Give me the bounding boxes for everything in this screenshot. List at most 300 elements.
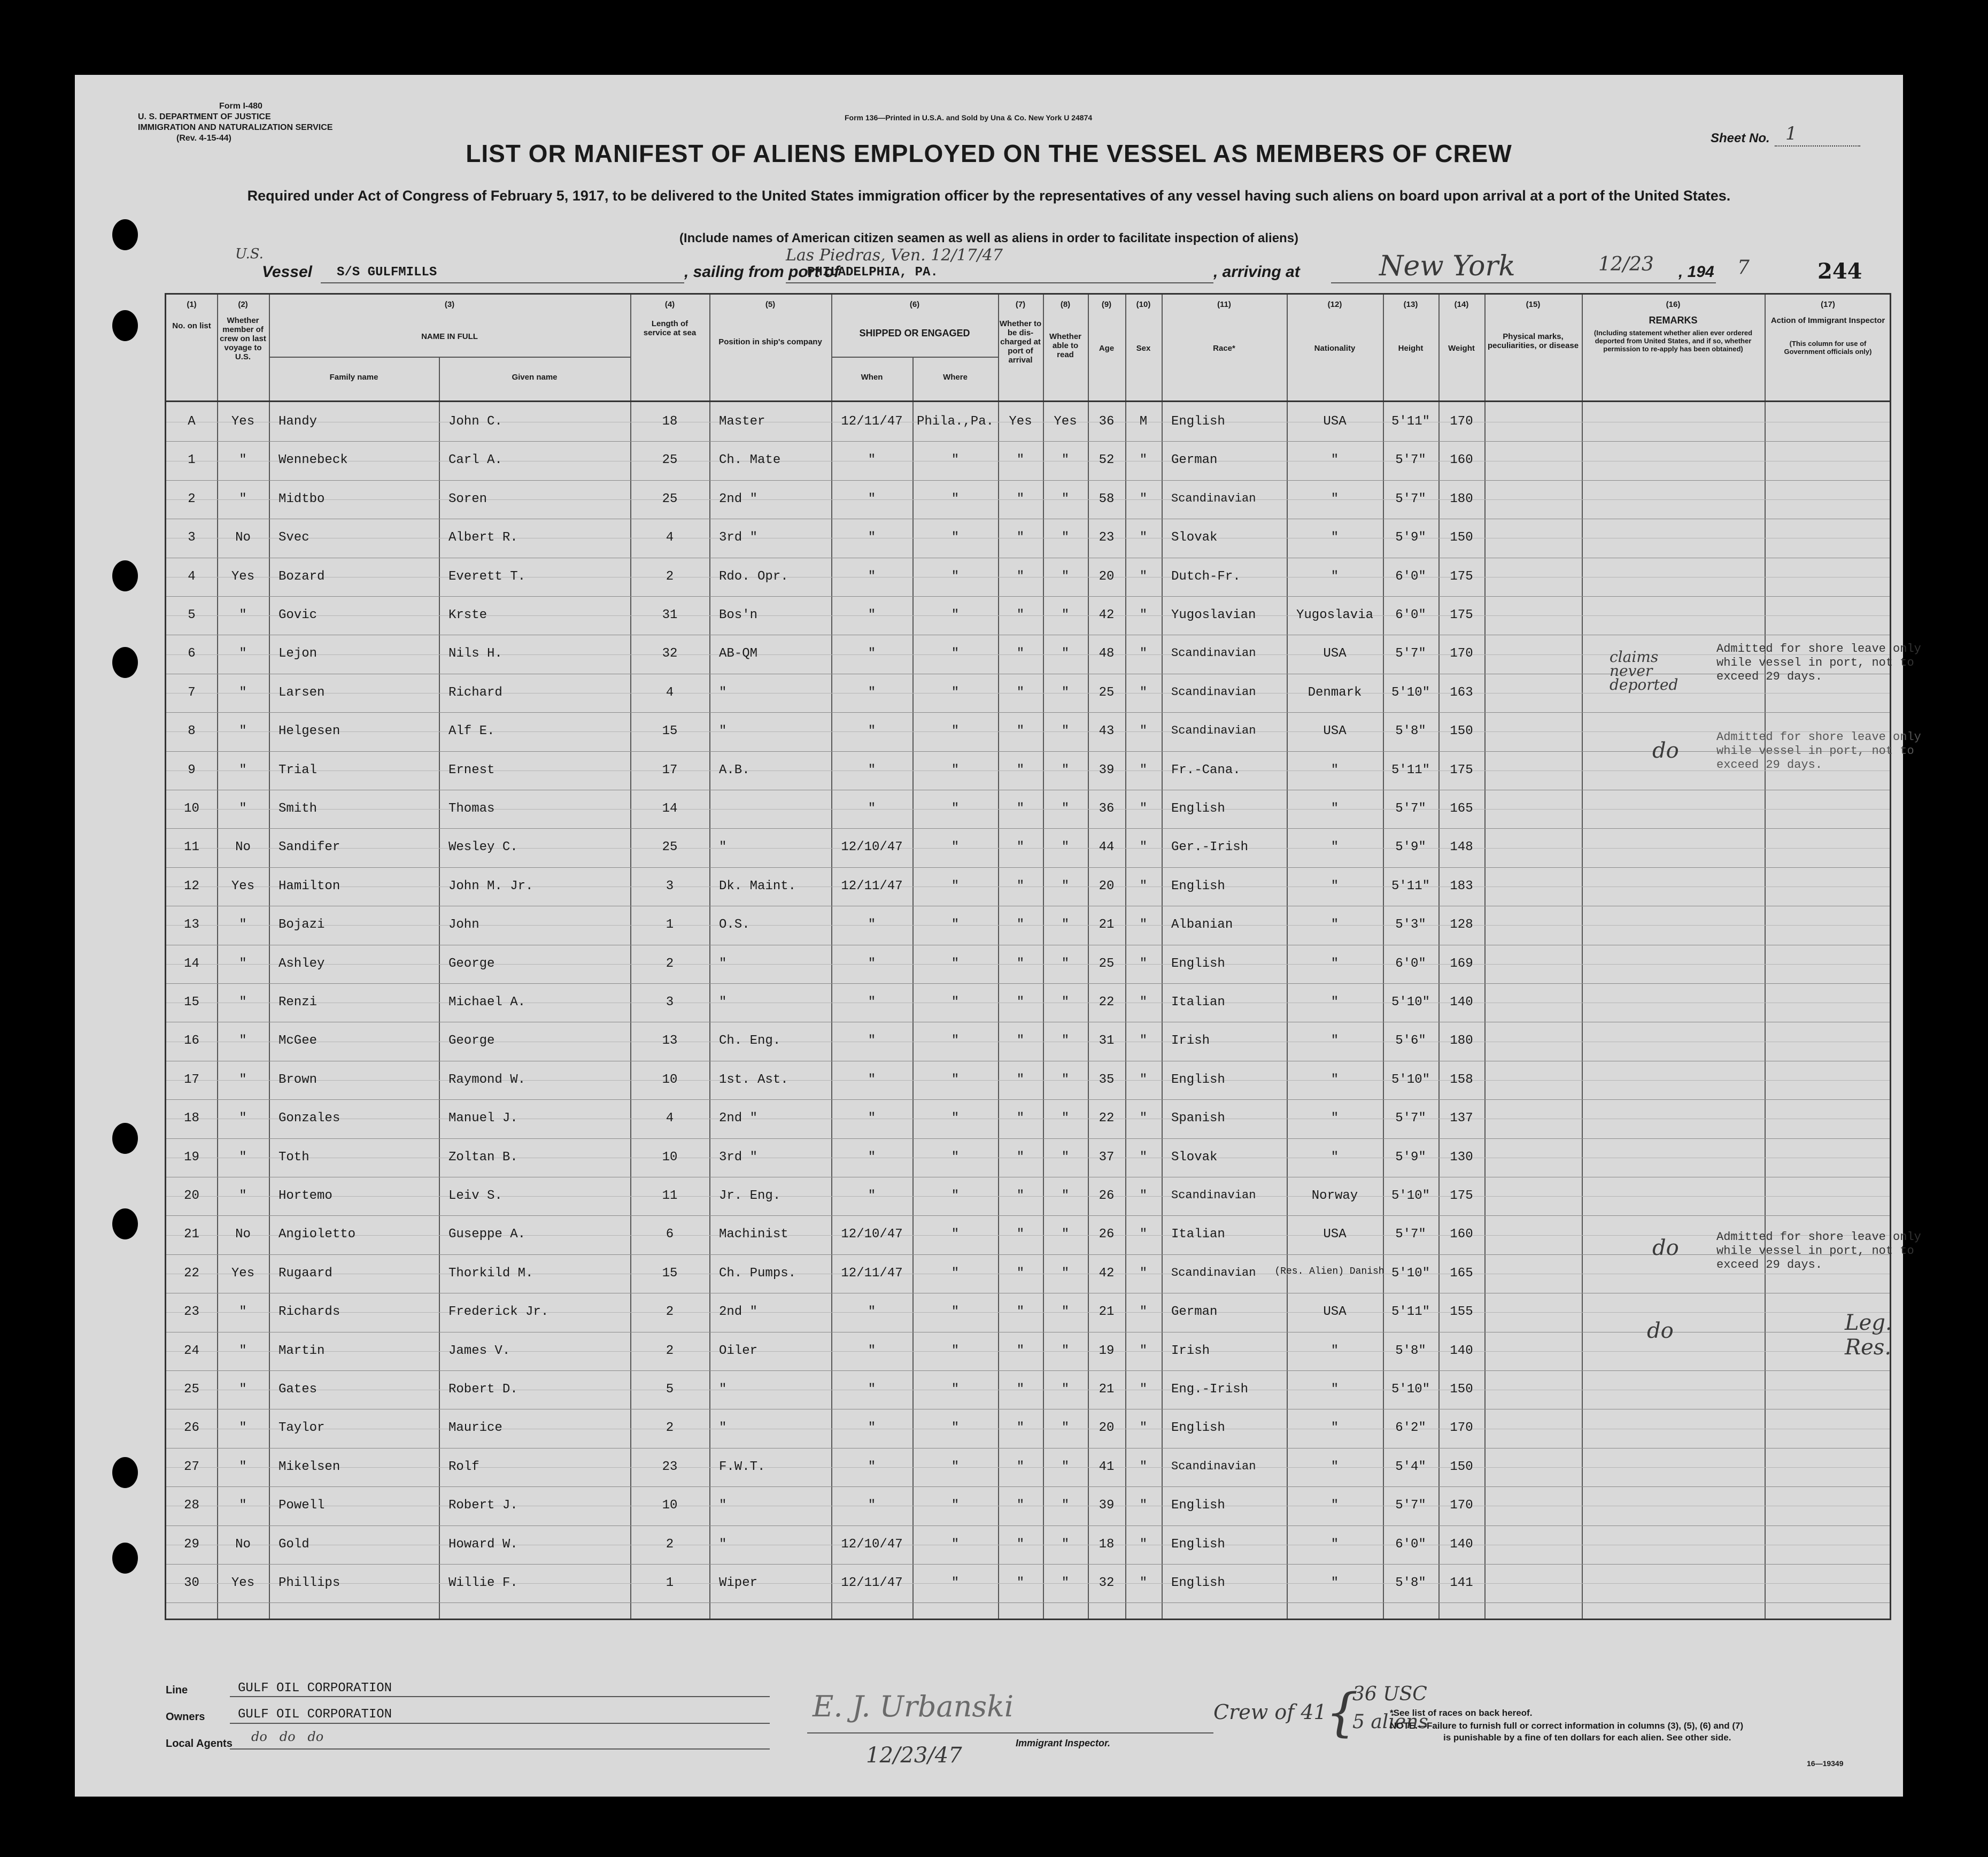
- cell-when: 12/11/47: [841, 1266, 903, 1281]
- cell-disch: ": [1016, 530, 1025, 545]
- cell-when: 12/11/47: [841, 414, 903, 429]
- cell-length: 15: [662, 1266, 678, 1281]
- cell-position: 2nd ": [719, 491, 758, 506]
- arrival-date: 12/23: [1598, 253, 1654, 275]
- cell-weight: 160: [1450, 1227, 1473, 1242]
- cell-given: John M. Jr.: [448, 879, 533, 893]
- cell-length: 25: [662, 840, 678, 855]
- cell-height: 5'10": [1391, 1189, 1430, 1203]
- cell-position: Rdo. Opr.: [719, 569, 788, 584]
- cell-disch: ": [1016, 1459, 1025, 1474]
- cell-age: 20: [1099, 879, 1115, 893]
- header-subrule: [269, 357, 630, 358]
- cell-no: 29: [184, 1537, 199, 1552]
- row-rule: [166, 1486, 1890, 1487]
- cell-nat: ": [1331, 530, 1339, 545]
- cell-sex: ": [1139, 1034, 1148, 1049]
- cell-disch: Yes: [1009, 414, 1032, 429]
- cell-position: 1st. Ast.: [719, 1072, 788, 1087]
- cell-sex: ": [1139, 1537, 1148, 1552]
- cell-length: 10: [662, 1150, 678, 1165]
- subtitle: Required under Act of Congress of February 5, 1917, to be delivered to the United States immigration officer by the representatives of any vessel having such aliens on board upon arrival at a port of the United States.: [247, 188, 1731, 204]
- cell-where: ": [951, 1034, 960, 1049]
- cell-family: Gold: [279, 1537, 310, 1552]
- row-rule: [166, 1099, 1890, 1100]
- cell-position: ": [719, 1382, 727, 1397]
- header-age: Age: [1099, 344, 1115, 353]
- cell-where: Phila.,Pa.: [916, 414, 994, 429]
- header-when: When: [861, 373, 883, 382]
- cell-when: ": [868, 1150, 876, 1165]
- cell-last: ": [239, 1072, 247, 1087]
- cell-length: 10: [662, 1498, 678, 1513]
- cell-nat: Denmark: [1308, 685, 1362, 700]
- year-suffix: 7: [1737, 257, 1750, 279]
- cell-height: 5'7": [1395, 1111, 1426, 1126]
- cell-last: ": [239, 1111, 247, 1126]
- cell-race: German: [1171, 1305, 1218, 1320]
- cell-family: Helgesen: [279, 724, 341, 739]
- cell-read: ": [1061, 956, 1070, 971]
- cell-race: Scandinavian: [1171, 646, 1256, 660]
- punch-hole: [112, 1543, 138, 1574]
- cell-nat: ": [1331, 1576, 1339, 1590]
- cell-where: ": [951, 491, 960, 506]
- cell-when: 12/10/47: [841, 840, 903, 855]
- owners-value: GULF OIL CORPORATION: [238, 1707, 392, 1722]
- cell-last: ": [239, 995, 247, 1010]
- cell-length: 2: [666, 1421, 674, 1436]
- cell-when: ": [868, 491, 876, 506]
- cell-position: ": [719, 1537, 727, 1552]
- cell-family: Rugaard: [279, 1266, 332, 1281]
- cell-last: ": [239, 724, 247, 739]
- header-action-note: (This column for use of Government officials only): [1784, 340, 1872, 356]
- header-height: Height: [1398, 344, 1424, 353]
- row-rule: [166, 1602, 1890, 1603]
- cell-race: English: [1171, 1421, 1225, 1436]
- cell-no: 22: [184, 1266, 199, 1281]
- column-number-n5: (5): [765, 300, 776, 309]
- cell-age: 21: [1099, 918, 1115, 933]
- cell-given: Albert R.: [448, 530, 518, 545]
- cell-age: 25: [1099, 685, 1115, 700]
- cell-last: ": [239, 646, 247, 661]
- cell-sex: ": [1139, 646, 1148, 661]
- arriving-at: New York: [1379, 250, 1515, 282]
- cell-sex: ": [1139, 1305, 1148, 1320]
- cell-length: 6: [666, 1227, 674, 1242]
- cell-last: ": [239, 608, 247, 622]
- punch-hole: [112, 310, 138, 341]
- cell-no: 11: [184, 840, 199, 855]
- cell-no: 20: [184, 1189, 199, 1203]
- cell-weight: 150: [1450, 1459, 1473, 1474]
- cell-read: ": [1061, 1343, 1070, 1358]
- cell-age: 42: [1099, 1266, 1115, 1281]
- cell-given: Robert D.: [448, 1382, 518, 1397]
- cell-no: 24: [184, 1343, 199, 1358]
- row-rule: [166, 1370, 1890, 1371]
- punch-hole: [112, 1208, 138, 1239]
- cell-where: ": [951, 1305, 960, 1320]
- row-rule: [166, 983, 1890, 984]
- cell-no: 1: [188, 453, 196, 468]
- cell-given: Everett T.: [448, 569, 526, 584]
- cell-weight: 175: [1450, 608, 1473, 622]
- cell-no: 6: [188, 646, 196, 661]
- header-family-name: Family name: [329, 373, 378, 382]
- column-number-n8: (8): [1060, 300, 1071, 309]
- cell-given: Leiv S.: [448, 1189, 502, 1203]
- cell-family: Bojazi: [279, 918, 325, 933]
- punch-hole: [112, 1457, 138, 1488]
- cell-when: ": [868, 1189, 876, 1203]
- cell-disch: ": [1016, 1072, 1025, 1087]
- header-remarks-note: (Including statement whether alien ever ordered deported from United States, and if so, whether permission to re-apply has been obtained): [1594, 329, 1753, 353]
- remark-do-row22: do: [1647, 1319, 1674, 1343]
- cell-no: 13: [184, 918, 199, 933]
- cell-height: 5'10": [1391, 1382, 1430, 1397]
- cell-last: ": [239, 918, 247, 933]
- form-code: 16—19349: [1807, 1759, 1844, 1768]
- cell-no: 16: [184, 1034, 199, 1049]
- remark-do-row7: do: [1652, 738, 1679, 763]
- cell-age: 36: [1099, 802, 1115, 816]
- cell-where: ": [951, 1266, 960, 1281]
- cell-race: Ger.-Irish: [1171, 840, 1249, 855]
- cell-height: 5'3": [1395, 918, 1426, 933]
- cell-family: Govic: [279, 608, 318, 622]
- cell-nat: ": [1331, 1459, 1339, 1474]
- sailing-from-handwritten: Las Piedras, Ven. 12/17/47: [786, 246, 1003, 265]
- cell-length: 1: [666, 918, 674, 933]
- cell-read: ": [1061, 685, 1070, 700]
- vessel-line: [75, 246, 1903, 294]
- owners-underline: [230, 1723, 770, 1724]
- cell-position: O.S.: [719, 918, 750, 933]
- cell-read: ": [1061, 491, 1070, 506]
- cell-race: Scandinavian: [1171, 491, 1256, 505]
- header-where: Where: [943, 373, 968, 382]
- punch-hole: [112, 1123, 138, 1154]
- cell-last: Yes: [231, 879, 255, 893]
- cell-weight: 180: [1450, 491, 1473, 506]
- cell-position: Oiler: [719, 1343, 758, 1358]
- cell-where: ": [951, 1072, 960, 1087]
- cell-height: 6'0": [1395, 1537, 1426, 1552]
- column-divider: [439, 357, 440, 1619]
- cell-read: ": [1061, 802, 1070, 816]
- cell-given: Wesley C.: [448, 840, 518, 855]
- cell-height: 5'10": [1391, 1266, 1430, 1281]
- cell-sex: ": [1139, 918, 1148, 933]
- cell-age: 42: [1099, 608, 1115, 622]
- cell-last: ": [239, 1421, 247, 1436]
- cell-position: Bos'n: [719, 608, 758, 622]
- cell-given: Frederick Jr.: [448, 1305, 549, 1320]
- cell-age: 39: [1099, 1498, 1115, 1513]
- crew-aliens-note: 5 aliens: [1352, 1711, 1428, 1733]
- cell-sex: ": [1139, 840, 1148, 855]
- cell-sex: ": [1139, 1072, 1148, 1087]
- cell-nat: USA: [1323, 724, 1347, 739]
- column-number-n3: (3): [444, 300, 455, 309]
- cell-when: ": [868, 1072, 876, 1087]
- cell-length: 3: [666, 879, 674, 893]
- cell-weight: 165: [1450, 1266, 1473, 1281]
- cell-position: 2nd ": [719, 1305, 758, 1320]
- cell-given: Guseppe A.: [448, 1227, 526, 1242]
- cell-family: Gonzales: [279, 1111, 341, 1126]
- cell-read: ": [1061, 1576, 1070, 1590]
- cell-weight: 165: [1450, 802, 1473, 816]
- cell-disch: ": [1016, 608, 1025, 622]
- header-action: Action of Immigrant Inspector: [1770, 316, 1885, 325]
- cell-no: 2: [188, 491, 196, 506]
- cell-position: ": [719, 956, 727, 971]
- column-number-n2: (2): [238, 300, 248, 309]
- cell-disch: ": [1016, 762, 1025, 777]
- cell-given: Krste: [448, 608, 488, 622]
- cell-position: F.W.T.: [719, 1459, 765, 1474]
- row-rule: [166, 712, 1890, 713]
- cell-weight: 150: [1450, 530, 1473, 545]
- cell-disch: ": [1016, 1150, 1025, 1165]
- cell-last: ": [239, 1189, 247, 1203]
- cell-length: 2: [666, 1343, 674, 1358]
- column-number-n17: (17): [1821, 300, 1835, 309]
- cell-family: Hortemo: [279, 1189, 332, 1203]
- cell-last: ": [239, 685, 247, 700]
- cell-disch: ": [1016, 1266, 1025, 1281]
- cell-race: English: [1171, 414, 1225, 429]
- cell-read: ": [1061, 646, 1070, 661]
- cell-height: 6'0": [1395, 608, 1426, 622]
- cell-height: 5'10": [1391, 995, 1430, 1010]
- cell-no: 25: [184, 1382, 199, 1397]
- row-rule: [166, 480, 1890, 481]
- cell-when: ": [868, 762, 876, 777]
- cell-where: ": [951, 453, 960, 468]
- cell-no: 7: [188, 685, 196, 700]
- cell-height: 5'7": [1395, 1498, 1426, 1513]
- cell-height: 5'8": [1395, 1343, 1426, 1358]
- cell-last: ": [239, 802, 247, 816]
- cell-length: 3: [666, 995, 674, 1010]
- year-prefix: , 194: [1678, 263, 1714, 281]
- header-name-in-full: NAME IN FULL: [421, 332, 478, 341]
- cell-where: ": [951, 530, 960, 545]
- cell-race: Italian: [1171, 1227, 1225, 1242]
- cell-race: English: [1171, 1576, 1225, 1590]
- cell-race: Scandinavian: [1171, 1189, 1256, 1202]
- cell-when: 12/10/47: [841, 1537, 903, 1552]
- remark-do-row20: do: [1652, 1236, 1679, 1260]
- cell-length: 13: [662, 1034, 678, 1049]
- cell-read: ": [1061, 1498, 1070, 1513]
- cell-disch: ": [1016, 918, 1025, 933]
- column-divider: [1765, 295, 1766, 1619]
- cell-read: ": [1061, 879, 1070, 893]
- cell-age: 44: [1099, 840, 1115, 855]
- cell-no: 8: [188, 724, 196, 739]
- cell-where: ": [951, 1459, 960, 1474]
- cell-age: 23: [1099, 530, 1115, 545]
- cell-weight: 175: [1450, 569, 1473, 584]
- row-rule: [166, 1254, 1890, 1255]
- cell-read: ": [1061, 1034, 1070, 1049]
- cell-sex: ": [1139, 1150, 1148, 1165]
- cell-sex: M: [1139, 414, 1148, 429]
- cell-no: 18: [184, 1111, 199, 1126]
- cell-family: Bozard: [279, 569, 325, 584]
- cell-sex: ": [1139, 453, 1148, 468]
- cell-where: ": [951, 1576, 960, 1590]
- cell-age: 39: [1099, 762, 1115, 777]
- cell-age: 21: [1099, 1305, 1115, 1320]
- cell-race: Albanian: [1171, 918, 1233, 933]
- cell-when: ": [868, 646, 876, 661]
- cell-nat: Norway: [1311, 1189, 1358, 1203]
- cell-when: ": [868, 956, 876, 971]
- cell-where: ": [951, 569, 960, 584]
- cell-given: John C.: [448, 414, 502, 429]
- cell-age: 21: [1099, 1382, 1115, 1397]
- remark-stamp-row5: Admitted for shore leave only while vessel in port, not to exceed 29 days.: [1716, 642, 1921, 683]
- cell-nat: ": [1331, 956, 1339, 971]
- cell-family: Midtbo: [279, 491, 325, 506]
- cell-sex: ": [1139, 1498, 1148, 1513]
- cell-when: ": [868, 724, 876, 739]
- cell-last: ": [239, 1382, 247, 1397]
- remark-claims-never-deported: claims never deported: [1610, 648, 1678, 694]
- cell-when: ": [868, 1498, 876, 1513]
- cell-sex: ": [1139, 491, 1148, 506]
- cell-disch: ": [1016, 1305, 1025, 1320]
- cell-family: Wennebeck: [279, 453, 348, 468]
- cell-disch: ": [1016, 569, 1025, 584]
- cell-race: Eng.-Irish: [1171, 1382, 1249, 1397]
- cell-age: 32: [1099, 1576, 1115, 1590]
- cell-read: ": [1061, 762, 1070, 777]
- cell-disch: ": [1016, 1034, 1025, 1049]
- cell-family: Svec: [279, 530, 310, 545]
- cell-age: 26: [1099, 1227, 1115, 1242]
- cell-when: ": [868, 1343, 876, 1358]
- cell-weight: 180: [1450, 1034, 1473, 1049]
- cell-disch: ": [1016, 956, 1025, 971]
- cell-read: ": [1061, 995, 1070, 1010]
- cell-last: Yes: [231, 414, 255, 429]
- cell-race: Scandinavian: [1171, 724, 1256, 738]
- cell-given: John: [448, 918, 479, 933]
- cell-read: Yes: [1054, 414, 1077, 429]
- cell-weight: 175: [1450, 762, 1473, 777]
- header-no-on-list: No. on list: [172, 321, 211, 330]
- row-rule: [166, 751, 1890, 752]
- row-rule: [166, 441, 1890, 442]
- header-length-service: Length of service at sea: [643, 319, 697, 337]
- cell-length: 25: [662, 453, 678, 468]
- cell-disch: ": [1016, 995, 1025, 1010]
- cell-read: ": [1061, 1266, 1070, 1281]
- cell-weight: 148: [1450, 840, 1473, 855]
- cell-position: ": [719, 685, 727, 700]
- cell-age: 22: [1099, 995, 1115, 1010]
- cell-sex: ": [1139, 1459, 1148, 1474]
- cell-position: Dk. Maint.: [719, 879, 796, 893]
- cell-height: 5'7": [1395, 646, 1426, 661]
- header-weight: Weight: [1448, 344, 1475, 353]
- cell-given: Alf E.: [448, 724, 495, 739]
- cell-given: Richard: [448, 685, 502, 700]
- footer: [75, 1658, 1903, 1797]
- column-divider: [1484, 295, 1486, 1619]
- cell-sex: ": [1139, 1343, 1148, 1358]
- column-number-n11: (11): [1217, 300, 1231, 309]
- cell-race: Yugoslavian: [1171, 608, 1256, 622]
- cell-age: 26: [1099, 1189, 1115, 1203]
- cell-height: 5'4": [1395, 1459, 1426, 1474]
- line-value: GULF OIL CORPORATION: [238, 1681, 392, 1696]
- cell-age: 35: [1099, 1072, 1115, 1087]
- cell-weight: 170: [1450, 646, 1473, 661]
- column-divider: [1162, 295, 1163, 1619]
- action-leg-res: Leg. Res.: [1845, 1311, 1892, 1360]
- line-label: Line: [166, 1684, 188, 1696]
- cell-where: ": [951, 1382, 960, 1397]
- cell-when: ": [868, 608, 876, 622]
- row-rule: [166, 1525, 1890, 1526]
- header-subrule: [831, 357, 998, 358]
- column-divider: [709, 295, 710, 1619]
- cell-when: 12/11/47: [841, 879, 903, 893]
- agents-value: do do do: [251, 1729, 324, 1744]
- races-note: *See list of races on back hereof.: [1390, 1708, 1533, 1718]
- cell-given: Zoltan B.: [448, 1150, 518, 1165]
- column-divider: [269, 295, 270, 1619]
- cell-disch: ": [1016, 1382, 1025, 1397]
- cell-when: ": [868, 1421, 876, 1436]
- form-number: Form I-480: [219, 102, 262, 111]
- header-bottom-rule: [166, 400, 1890, 402]
- cell-weight: 169: [1450, 956, 1473, 971]
- manifest-sheet: [75, 75, 1921, 1797]
- cell-sex: ": [1139, 995, 1148, 1010]
- cell-read: ": [1061, 1111, 1070, 1126]
- cell-no: 30: [184, 1576, 199, 1590]
- cell-length: 25: [662, 491, 678, 506]
- cell-no: 9: [188, 762, 196, 777]
- cell-age: 20: [1099, 569, 1115, 584]
- cell-where: ": [951, 762, 960, 777]
- inspector-signature: E. J. Urbanski: [813, 1690, 1014, 1723]
- cell-last: ": [239, 453, 247, 468]
- cell-nat: ": [1331, 995, 1339, 1010]
- punch-hole: [112, 560, 138, 591]
- cell-race: Scandinavian: [1171, 1459, 1256, 1473]
- cell-where: ": [951, 608, 960, 622]
- cell-given: Raymond W.: [448, 1072, 526, 1087]
- cell-sex: ": [1139, 530, 1148, 545]
- cell-height: 5'10": [1391, 1072, 1430, 1087]
- cell-sex: ": [1139, 1189, 1148, 1203]
- cell-sex: ": [1139, 1111, 1148, 1126]
- cell-read: ": [1061, 1227, 1070, 1242]
- cell-position: 3rd ": [719, 530, 758, 545]
- cell-family: Phillips: [279, 1576, 341, 1590]
